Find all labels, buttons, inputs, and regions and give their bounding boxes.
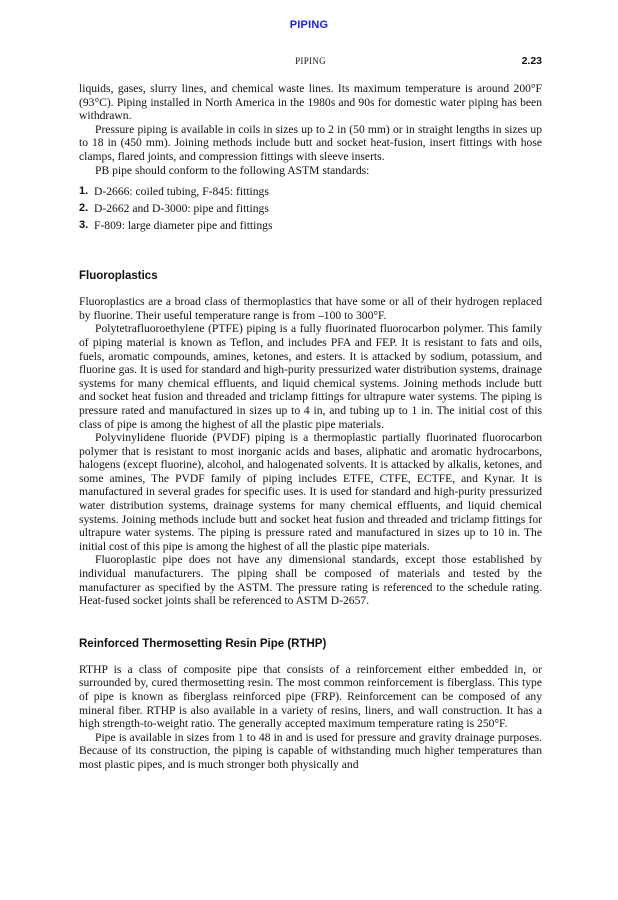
- astm-standards-list: [79, 183, 542, 234]
- list-item: [79, 217, 542, 234]
- list-item: [79, 200, 542, 217]
- fluoroplastics-heading: Fluoroplastics: [79, 270, 158, 283]
- fluoroplastics-paragraph-3: Polyvinylidene fluoride (PVDF) piping is a thermoplastic partially fluorinated fluorocarbon polymer that is resistant to most inorganic acids and bases, aliphatic and aromatic hydrocarbons, halogens (except fluorine), alcohol, and halogenated solvents. It is attacked by alkalis, ketones, and some amines, The PVDF family of piping includes ETFE, CTFE, ECTFE, and Kynar. It is manufactured in several grades for specific uses. It is used for standard and high-purity pressurized water distribution systems, drainage systems for many chemical effluents, and liquid chemical systems. Joining methods include butt and socket heat fusion and threaded and triclamp fittings for ultrapure water systems. The piping is pressure rated and manufactured in sizes up to 10 in. The initial cost of this pipe is among the highest of all the plastic pipe materials.: [79, 431, 542, 553]
- rthp-paragraph-2: Pipe is available in sizes from 1 to 48 in and is used for pressure and gravity drainage purposes. Because of its construction, the piping is capable of withstanding much higher temperatures than most plastic pipes, and is much stronger both physically and: [79, 730, 542, 771]
- intro-paragraph-2: Pressure piping is available in coils in sizes up to 2 in (50 mm) or in straight lengths in sizes up to 18 in (450 mm). Joining methods include butt and socket heat-fusion, insert fittings with hose clamps, flared joints, and compression fittings with sleeve inserts.: [79, 122, 542, 163]
- list-item-number: 1.: [79, 185, 89, 198]
- page-number: 2.23: [521, 55, 542, 67]
- running-title: PIPING: [295, 56, 326, 66]
- list-item-number: 2.: [79, 202, 89, 215]
- page-body: [79, 82, 542, 772]
- running-header: [79, 55, 542, 69]
- fluoroplastics-paragraph-2: Polytetrafluoroethylene (PTFE) piping is a fully fluorinated fluorocarbon polymer. This family of piping material is known as Teflon, and includes PFA and FEP. It is resistant to fats and oils, fuels, aromatic compounds, amines, ketones, and esters. It is attacked by sodium, potassium, and fluorine gas. It is used for standard and high-purity pressurized water distribution systems, drainage systems for many chemical effluents, and liquid chemical systems. Joining methods include butt and socket heat fusion and threaded and triclamp fittings for ultrapure water systems. The piping is pressure rated and manufactured in sizes up to 4 in, and tubing up to 1 in. The initial cost of this class of pipe is among the highest of all the plastic pipe materials.: [79, 322, 542, 431]
- list-item-text: F-809: large diameter pipe and fittings: [94, 219, 273, 233]
- rthp-paragraph-1: RTHP is a class of composite pipe that consists of a reinforcement either embedded in, or surrounded by, cured thermosetting resin. The most common reinforcement is fiberglass. This type of pipe is known as fiberglass reinforced pipe (FRP). Reinforcement can be composed of any mineral fiber. RTHP is also available in a variety of resins, liners, and wall construction. It has a high strength-to-weight ratio. The generally accepted maximum temperature rating is 250°F.: [79, 662, 542, 731]
- top-banner: PIPING: [289, 19, 329, 31]
- intro-paragraph-1: liquids, gases, slurry lines, and chemical waste lines. Its maximum temperature is around 200°F (93°C). Piping installed in North America in the 1980s and 90s for domestic water piping has been withdrawn.: [79, 82, 542, 123]
- fluoroplastics-paragraph-4: Fluoroplastic pipe does not have any dimensional standards, except those established by individual manufacturers. The piping shall be composed of materials and tested by the manufacturer as specified by the ASTM. The pressure rating is referenced to the schedule rating. Heat-fused socket joints shall be referenced to ASTM D-2657.: [79, 553, 542, 608]
- rthp-heading: Reinforced Thermosetting Resin Pipe (RTHP): [79, 637, 327, 650]
- fluoroplastics-paragraph-1: Fluoroplastics are a broad class of thermoplastics that have some or all of their hydrogen replaced by fluorine. Their useful temperature range is from –100 to 300°F.: [79, 295, 542, 322]
- list-item: [79, 183, 542, 200]
- list-item-number: 3.: [79, 219, 89, 232]
- intro-paragraph-3: PB pipe should conform to the following ASTM standards:: [95, 163, 370, 177]
- list-item-text: D-2662 and D-3000: pipe and fittings: [94, 202, 269, 216]
- list-item-text: D-2666: coiled tubing, F-845: fittings: [94, 185, 269, 199]
